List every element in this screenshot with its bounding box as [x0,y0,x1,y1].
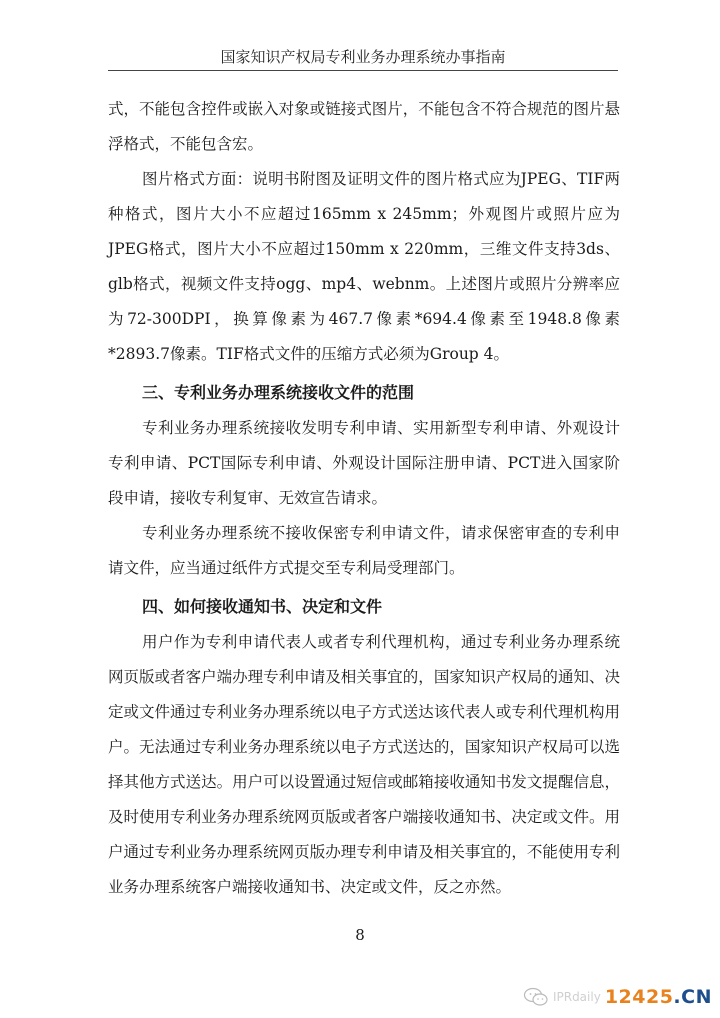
watermark [523,986,712,1008]
paragraph-continuation: 式，不能包含控件或嵌入对象或链接式图片，不能包含不符合规范的图片悬浮格式，不能包含宏。 [108,100,620,153]
document-body [108,92,620,905]
page-header-title: 国家知识产权局专利业务办理系统办事指南 [220,48,506,66]
paragraph-accepted-files: 专利业务办理系统接收发明专利申请、实用新型专利申请、外观设计专利申请、PCT国际专利申请、外观设计国际注册申请、PCT进入国家阶段申请，接收专利复审、无效宣告请求。 [108,419,620,507]
wechat-icon [523,987,549,1007]
header-divider [108,70,618,71]
paragraph-image-format: 图片格式方面：说明书附图及证明文件的图片格式应为JPEG、TIF两种格式，图片大小不应超过165mm x 245mm；外观图片或照片应为JPEG格式，图片大小不应超过150mm x 220mm，三维文件支持3ds、glb格式，视频文件支持ogg、mp4、webnm。上述图片或照片分辨率应为72-300DPI，换算像素为467.7像素*694.4像素至1948.8像素*2893.7像素。TIF格式文件的压缩方式必须为Group 4。 [108,170,620,363]
watermark-site-tld: .CN [673,986,712,1008]
paragraph-receive-notices: 用户作为专利申请代表人或者专利代理机构，通过专利业务办理系统网页版或者客户端办理专利申请及相关事宜的，国家知识产权局的通知、决定或文件通过专利业务办理系统以电子方式送达该代表人或专利代理机构用户。无法通过专利业务办理系统以电子方式送达的，国家知识产权局可以选择其他方式送达。用户可以设置通过短信或邮箱接收通知书发文提醒信息，及时使用专利业务办理系统网页版或者客户端接收通知书、决定或文件。用户通过专利业务办理系统网页版办理专利申请及相关事宜的，不能使用专利业务办理系统客户端接收通知书、决定或文件，反之亦然。 [108,633,620,896]
paragraph-confidential-files: 专利业务办理系统不接收保密专利申请文件，请求保密审查的专利申请文件，应当通过纸件方式提交至专利局受理部门。 [108,524,620,577]
watermark-account: IPRdaily [552,990,601,1004]
page-number: 8 [355,926,365,944]
watermark-site [605,986,712,1008]
section-heading-3: 三、专利业务办理系统接收文件的范围 [142,383,415,402]
watermark-site-number: 12425 [604,986,674,1008]
section-heading-4: 四、如何接收通知书、决定和文件 [142,597,383,616]
